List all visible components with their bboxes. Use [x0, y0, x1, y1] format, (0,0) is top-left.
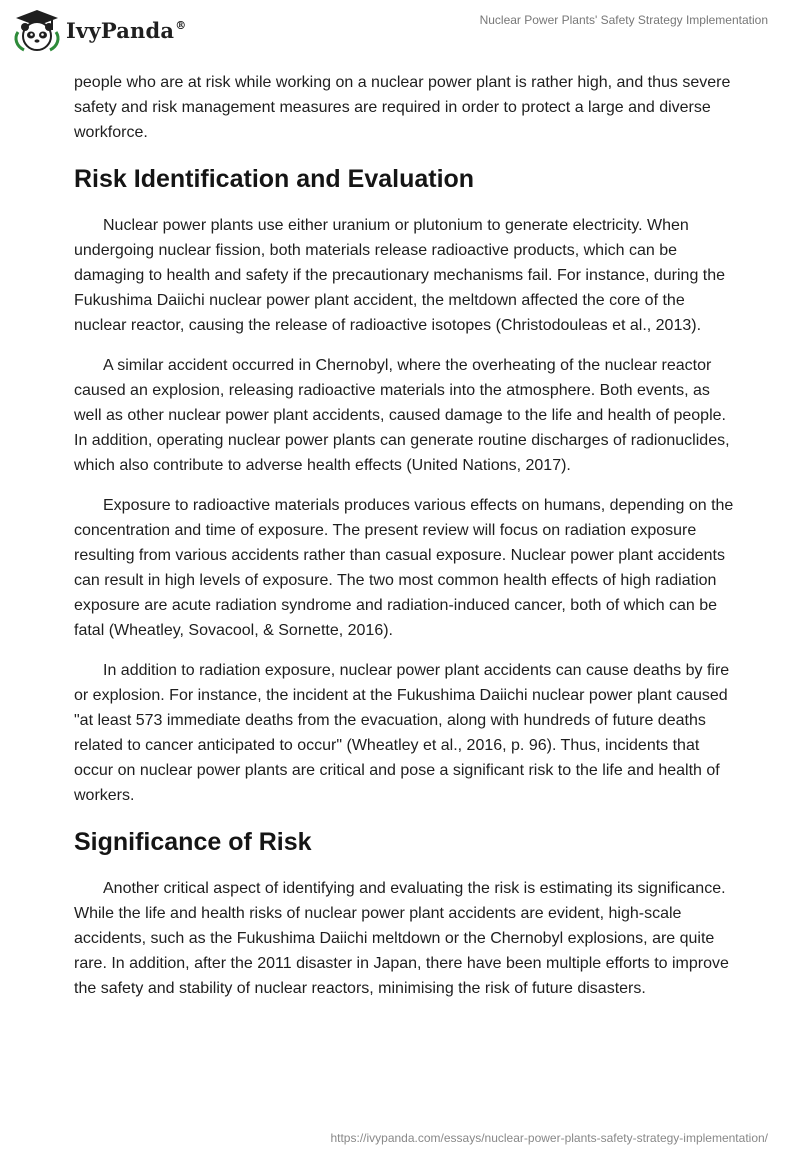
ivypanda-logo[interactable] [12, 8, 186, 52]
heading-risk-identification: Risk Identification and Evaluation [74, 165, 475, 193]
paragraph: Nuclear power plants use either uranium or plutonium to generate electricity. When undergoing nuclear fission, both materials release radioactive products, which can be damaging to health and safety if the precautionary mechanisms fail. For instance, during the Fukushima Daiichi nuclear power plant accident, the meltdown affected the core of the nuclear reactor, causing the release of radioactive isotopes (Christodouleas et al., 2013). [74, 217, 726, 334]
document-title: Nuclear Power Plants' Safety Strategy Implementation [479, 13, 768, 27]
logo-text: IvyPanda® [66, 17, 187, 43]
paragraph: Another critical aspect of identifying and evaluating the risk is estimating its significance. While the life and health risks of nuclear power plant accidents are evident, high-scale accidents, such as the Fukushima Daiichi meltdown or the Chernobyl explosions, are quite rare. In addition, after the 2011 disaster in Japan, there have been multiple efforts to improve the safety and stability of nuclear reactors, minimising the risk of future disasters. [74, 880, 729, 997]
heading-significance-of-risk: Significance of Risk [74, 828, 312, 856]
intro-paragraph: people who are at risk while working on a nuclear power plant is rather high, and thus severe safety and risk management measures are required in order to protect a large and diverse workforce. [74, 74, 731, 141]
essay-body [74, 70, 734, 1001]
page-header [0, 0, 800, 62]
paragraph: Exposure to radioactive materials produces various effects on humans, depending on the concentration and time of exposure. The present review will focus on radiation exposure resulting from various accidents rather than casual exposure. Nuclear power plant accidents can result in high levels of exposure. The two most common health effects of high radiation exposure are acute radiation syndrome and radiation-induced cancer, both of which can be fatal (Wheatley, Sovacool, & Sornette, 2016). [74, 497, 734, 639]
panda-graduate-icon [12, 8, 62, 52]
source-url[interactable]: https://ivypanda.com/essays/nuclear-power-plants-safety-strategy-implementation/ [330, 1131, 768, 1145]
paragraph: In addition to radiation exposure, nuclear power plant accidents can cause deaths by fire or explosion. For instance, the incident at the Fukushima Daiichi nuclear power plant caused "at least 573 immediate deaths from the evacuation, along with hundreds of future deaths related to cancer anticipated to occur" (Wheatley et al., 2016, p. 96). Thus, incidents that occur on nuclear power plants are critical and pose a significant risk to the life and health of workers. [74, 662, 730, 804]
paragraph: A similar accident occurred in Chernobyl, where the overheating of the nuclear reactor caused an explosion, releasing radioactive materials into the atmosphere. Both events, as well as other nuclear power plant accidents, caused damage to the life and health of people. In addition, operating nuclear power plants can generate routine discharges of radionuclides, which also contribute to adverse health effects (United Nations, 2017). [74, 357, 730, 474]
